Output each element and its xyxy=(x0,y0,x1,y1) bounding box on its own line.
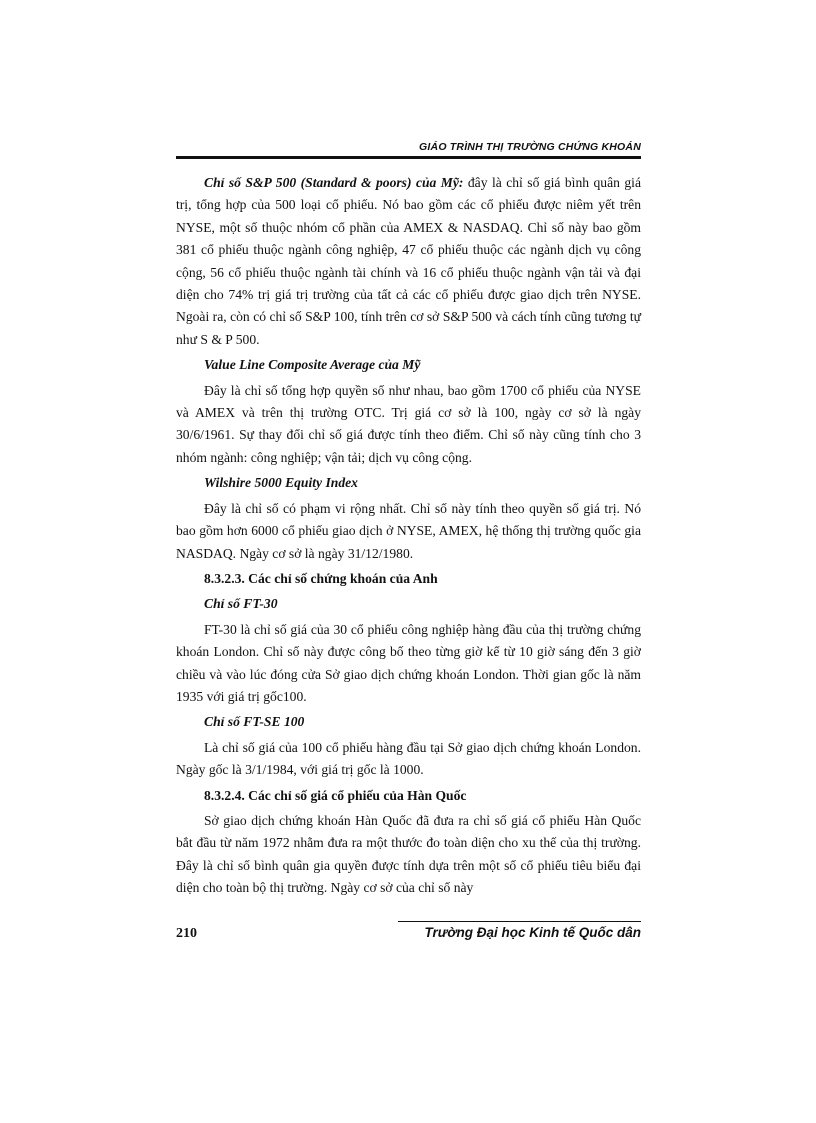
wilshire-paragraph: Đây là chỉ số có phạm vi rộng nhất. Chỉ số này tính theo quyền số giá trị. Nó bao gồm hơn 6000 cổ phiếu giao dịch ở NYSE, AMEX, hệ thống thị trường quốc gia NASDAQ. Ngày cơ sở là ngày 31/12/1980. xyxy=(176,500,641,561)
running-header: GIÁO TRÌNH THỊ TRƯỜNG CHỨNG KHOÁN xyxy=(419,141,641,153)
sp500-text: đây là chỉ số giá bình quân giá trị, tổng hợp của 500 loại cổ phiếu. Nó bao gồm các cổ phiếu được niêm yết trên NYSE, một số thuộc nhóm cổ phần của AMEX & NASDAQ. Chỉ số này bao gồm 381 cổ phiếu thuộc ngành công nghiệp, 47 cổ phiếu thuộc các ngành dịch vụ công cộng, 56 cổ phiếu thuộc ngành tài chính và 16 cổ phiếu thuộc ngành vận tải và đại diện cho 74% trị giá trị trường của tất cả các cổ phiếu được giao dịch trên NYSE. Ngoài ra, còn có chỉ số S&P 100, tính trên cơ sở S&P 500 và cách tính cũng tương tự như S & P 500. xyxy=(176,175,641,347)
page-number: 210 xyxy=(176,926,197,941)
ft30-heading: Chỉ số FT-30 xyxy=(204,596,278,612)
running-footer: Trường Đại học Kinh tế Quốc dân xyxy=(424,925,641,940)
ftse100-heading: Chỉ số FT-SE 100 xyxy=(204,714,305,730)
sp500-lead: Chỉ số S&P 500 (Standard & poors) của Mỹ: xyxy=(204,175,464,190)
ft30-paragraph: FT-30 là chỉ số giá của 30 cổ phiếu công nghiệp hàng đầu của thị trường chứng khoán London. Chỉ số này được công bố theo từng giờ kể từ 10 giờ sáng đến 3 giờ chiều và vào lúc đóng cửa Sở giao dịch chứng khoán London. Thời gian gốc là năm 1935 với giá trị gốc100. xyxy=(176,621,641,704)
section-8-3-2-4-heading: 8.3.2.4. Các chỉ số giá cổ phiếu của Hàn Quốc xyxy=(204,787,467,803)
value-line-paragraph: Đây là chỉ số tổng hợp quyền số như nhau, bao gồm 1700 cổ phiếu của NYSE và AMEX và trên thị trường OTC. Trị giá cơ sở là 100, ngày cơ sở là ngày 30/6/1961. Sự thay đổi chỉ số giá được tính theo điểm. Chỉ số này cũng tính cho 3 nhóm ngành: công nghiệp; vận tải; dịch vụ công cộng. xyxy=(176,382,641,465)
section-8-3-2-3-heading: 8.3.2.3. Các chỉ số chứng khoán của Anh xyxy=(204,570,438,586)
sp500-paragraph xyxy=(176,172,641,351)
korea-paragraph: Sở giao dịch chứng khoán Hàn Quốc đã đưa ra chỉ số giá cổ phiếu Hàn Quốc bắt đầu từ năm 1972 nhằm đưa ra một thước đo toàn diện cho xu thế của thị trường. Đây là chỉ số bình quân gia quyền được tính dựa trên một số cổ phiếu tiêu biểu đại diện cho toàn bộ thị trường. Ngày cơ sở của chỉ số này xyxy=(176,812,641,896)
wilshire-heading: Wilshire 5000 Equity Index xyxy=(204,475,358,491)
ftse100-paragraph: Là chỉ số giá của 100 cổ phiếu hàng đầu tại Sở giao dịch chứng khoán London. Ngày gốc là 3/1/1984, với giá trị gốc là 1000. xyxy=(176,739,641,778)
value-line-heading: Value Line Composite Average của Mỹ xyxy=(204,357,421,373)
header-rule xyxy=(176,156,641,159)
footer-rule xyxy=(398,921,641,922)
page-body xyxy=(176,172,641,900)
